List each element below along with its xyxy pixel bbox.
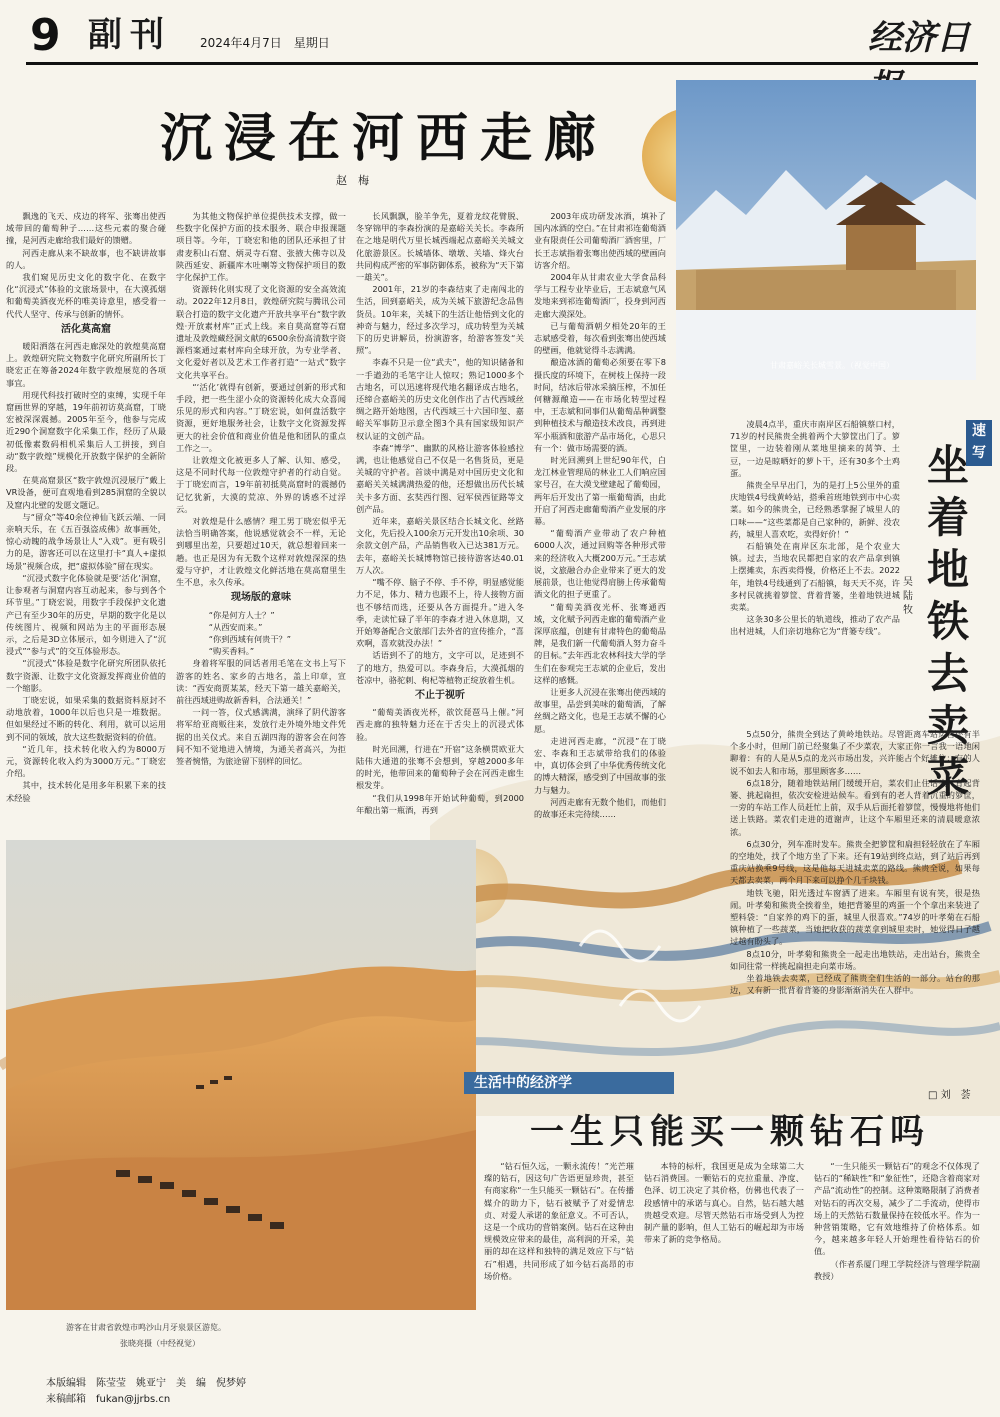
economics-column-1 [484,1160,634,1390]
paragraph: 其中，技术转化是用多年积累下来的技术经验 [6,780,166,803]
paragraph: 河西走廊从来不缺故事，也不缺讲故事的人。 [6,247,166,270]
paragraph: 话语到不了的地方，文字可以，足迹到不了的地方，热爱可以。李森身后，大漠孤烟的苍凉中，骆驼刺、枸杞等植物正绽放着生机。 [356,650,524,685]
paragraph: 近年来，嘉峪关景区结合长城文化、丝路文化，先后投入100余万元开发出10余项、30余款文创产品，产品销售收入已达381万元。去年，嘉峪关长城博物馆已接待游客达40.01万人次。 [356,516,524,575]
paragraph: 这条30多公里长的轨道线，推动了农产品出村进城，人们亲切地称它为“背篓专线”。 [730,614,900,637]
paragraph: 凌晨4点半，重庆市南岸区石船镇蔡口村，71岁的村民熊贵全挑着两个大箩筐出门了。箩筐里，一边装着刚从菜地里摘来的莴笋、土豆，一边是晾晒好的萝卜干，还有30多个土鸡蛋。 [730,419,900,478]
feature-title: 沉浸在河西走廊 [160,108,609,169]
paragraph: 5点50分，熊贵全到达了黄岭地铁站。尽管距离车站运营还有半个多小时，但闸门前已经聚集了不少菜农，大家正你一言我一语地闲聊着：有的人是从5点的龙兴市场出发，兴许能占个好摊位；有的人说不如去人和市场，那里顾客多…… [730,729,980,776]
paragraph: 2001年，21岁的李森结束了走南闯北的生活，回到嘉峪关，成为关城下旅游纪念品售货员。10年来，关城下的生活让他悟到文化的神奇与魅力，经过多次学习，成功转型为关城下的历史讲解员，扮演游客，给游客签发“关照”。 [356,284,524,356]
paragraph: 石船镇处在南岸区东北部，是个农业大镇。过去，当地农民都把自家的农产品拿到镇上摆摊卖，东西卖得慢，价格还上不去。2022年，地铁4号线通到了石船镇，每天天不亮，许多村民就挑着箩筐、背着背篓，坐着地铁进城卖菜。 [730,541,900,613]
paragraph: “葡萄美酒夜光杯，欲饮琵琶马上催。”河西走廊的独特魅力还在于舌尖上的沉浸式体验。 [356,707,524,742]
page-footer [46,1376,446,1408]
subheading: 活化莫高窟 [61,323,111,335]
paragraph: 对敦煌是什么感情？理工男丁晓宏似乎无法恰当明确答案，他说感觉就会不一样，无论到哪里出差，只要超过10天，就总想着回来一趟。也正是因为有无数个这样对敦煌深深的热爱与守护，才让敦煌文化鲜活地在莫高窟里生生不息，永久传承。 [176,516,346,588]
paragraph: 李森不只是一位“武夫”，他的知识储备和一手遒劲的毛笔字让人惊叹；熟记1000多个古地名，可以迅速将现代地名翻译成古地名，还缔合嘉峪关的历史文化创作出了古代西域丝绸之路开始地图，古代西域三十六国印玺、嘉峪关军事防卫示意全图3个具有国家级知识产权认证的文创产品。 [356,357,524,441]
desert-photo-credit: 张晓亮摄（中经视觉） [120,1339,200,1348]
submission-email: 来稿邮箱 fukan@jjrbs.cn [46,1394,171,1405]
desert-camel-image [6,840,476,1310]
paragraph: “嘴不停、脑子不停、手不停，明显感觉能力不足，体力、精力也跟不上，待人接物方面也不够结而选，还要从各方面提升。”进入冬季，走读忙碌了半年的李森才进入休息期，又开始筹备配合文旅部门去外省的宣传推介，“喜欢啊，喜欢就没办法！” [356,577,525,649]
economics-author: □ 刘 荟 [928,1090,971,1101]
paragraph: 6点18分，随着地铁站闸门缓缓开启，菜农们止住话头，背起背篓、挑起扁担，依次安检进站候车。看到有的老人背着沉重的箩筐，一旁的车站工作人员赶忙上前，双手从后面托着箩筐，慢慢地将他们送上铁路。菜农们走进的道谢声，让这个车厢里还来的清晨暖意浓浓。 [730,777,980,837]
paragraph: 资源转化则实现了文化资源的安全高效流动。2022年12月8日，敦煌研究院与腾讯公司联合打造的数字文化遗产开放共享平台“数字敦煌·开放素材库”正式上线。来自莫高窟等石窟遗址及敦煌藏经洞文献的6500余份高清数字资源档案通过素材库向全球开放，为专业学者、文化爱好者以及艺术工作者打造“一站式”数字文化共享平台。 [176,284,346,380]
jiayuguan-image [676,80,976,380]
dialogue-line: “从西安而来。” [208,621,263,632]
paragraph: 一问一答，仪式感满满，演绎了阴代游客将军给亚商贩往来，发放行走外境外地文件凭据的出关仪式。来自五湖四海的游客会在问答间不知不觉地进入情境，为通关者高兴，为拒签者惋惜，为旅途留下别样的回忆。 [176,707,346,766]
jiayuguan-photo [676,80,976,380]
economics-title: 一生只能买一颗钻石吗 [530,1112,930,1152]
paragraph: 熊贵全早早出门，为的是打上5公里外的重庆地铁4号线黄岭站，搭乘首班地铁到市中心卖菜。如今的熊贵全，已经熟悉掌握了城里人的口味——“这些菜都是自己家种的，新鲜、没农药，城里人喜欢吃，卖得好价！” [730,480,900,539]
sidebar-column-2 [730,728,980,1058]
paragraph: 6点30分，列车准时发车。熊贵全把箩筐和扁担轻轻放在了车厢的空地处，找了个地方坐了下来。还有19站到终点站，到了站后再到重庆站换乘9号线，这是他每天进城卖菜的路线。熊贵全说，如果每天都去卖菜，两个月下来可以挣个几千块钱。 [730,838,980,886]
feature-column-4 [534,210,666,819]
dialogue-line: “你到西域有何贵干？” [208,633,291,644]
paragraph: “沉浸式”体验是数字化研究所团队依托数字资源、让数字文化资源发挥商业价值的一个缩影。 [6,658,166,693]
paragraph: 酿造冰酒的葡萄必须要在零下8摄氏度的环境下，在树枝上保持一段时间，结冰后带冰采摘压榨，不加任何糖源酿造——在市场化转型过程中，王志斌和同事们从葡萄品种调整到种植技术与酿造技术改良，再到进军小瓶酒和旅游产品市场化，心思只有一个：做市场需要的酒。 [534,357,666,453]
economics-section-label: 生活中的经济学 [464,1072,674,1094]
paragraph: 让敦煌文化被更多人了解、认知、感受，这是不同时代每一位敦煌守护者的行动自觉。于丁晓宏而言，19年前初抵莫高窟时的震撼仍记忆犹新，大漠的荒凉、外界的诱惑不过浮云。 [176,455,346,514]
sidebar-title: 坐着地铁去卖菜 [926,441,969,802]
page-number: 9 [30,10,61,61]
newspaper-logo: 经济日 [868,18,970,58]
paragraph: “沉浸式数字化体验就是要‘活化’洞窟，让参观者与洞窟内容互动起来，参与到各个环节里。”丁晓宏说，用数字手段保护文化遗产已有至少30年的历史，早期的数字化是以传统图片、视频和网站为主的平面形态展示，之后是3D立体展示，如今则进入了“沉浸式”“参与式”的交互体验形态。 [6,572,166,657]
paragraph: 已与葡萄酒朝夕相处20年的王志斌感受着，每次看到张骞出使西域的壁画，他就觉得斗志满满。 [534,320,666,356]
section-name: 副刊 [88,15,172,55]
dialogue-line: “购买香料。” [208,646,255,657]
jiayuguan-caption: 甘肃嘉峪关长城雪景。（视觉中国） [770,361,894,370]
economics-paragraph: 本特的标杆，我国更是成为全球第二大钻石消费国。一颗钻石的克拉重量、净度、色泽、切工决定了其价格，仿佛也代表了一段感情中的承诺与真心。自然，钻石越大越贵越受欢迎。尽管天然钻石市场受到人为控制产量的影响，但人工钻石的崛起却为市场带来了新的竞争格局。 [644,1161,804,1245]
paragraph: 河西走廊有无数个他们，而他们的故事还未完待续…… [534,796,666,819]
subheading: 不止于视听 [415,689,465,701]
economics-author-note: （作者系厦门理工学院经济与管理学院副教授） [814,1258,980,1281]
paragraph: 2003年成功研发冰酒，填补了国内冰酒的空白。”在甘肃祁连葡萄酒业有限责任公司葡萄酒厂酒窖里，厂长王志斌指着张骞出使西域的壁画向访客介绍。 [534,211,666,270]
economics-paragraph: “一生只能买一颗钻石”的观念不仅体现了钻石的“稀缺性”和“象征性”，还隐含着商家对产品“流动性”的控制。这种策略限制了消费者对钻石的再次交易，减少了二手流动，使得市场上的天然钻石数量保持在较低水平。作为一种营销策略，它有效地维持了价格体系。如今，越来越多年轻人开始理性看待钻石的价值。 [814,1161,980,1257]
desert-photo-caption: 游客在甘肃省敦煌市鸣沙山月牙泉景区游览。 [66,1323,226,1332]
paragraph: 用现代科技打破时空的束缚，实现千年窟画世界的穿越，19年前初访莫高窟，丁晓宏被深深震撼。2005年至今，他参与完成近290个洞窟数字化采集工作，经历了从最初低像素数码相机采集后人工拼接，到自动“数字敦煌”规模化开放数字保护的全新阶段。 [6,389,166,474]
paragraph: 坐着地铁去卖菜，已经成了熊贵全们生活的一部分。站台的那边，又有新一批背着背篓的身影渐渐消失在人群中。 [730,973,980,996]
feature-column-3 [356,210,524,850]
economics-column-3 [814,1160,980,1390]
feature-author: 赵 梅 [336,174,369,187]
editor-credits: 本版编辑 陈莹莹 姚亚宁 美 编 倪梦婷 [46,1378,246,1389]
paragraph: 8点10分，叶孝菊和熊贵全一起走出地铁站，走出站台，熊贵全如同往常一样挑起扁担走向菜市场。 [730,948,980,971]
paragraph: 我们窥见历史文化的数字化、在数字化“沉浸式”体验的文旅场景中，在大漠孤烟和葡萄美酒夜光杯的唯美诗意里，感受着一代代人坚守、传承与创新的情怀。 [6,272,166,319]
paragraph: 丁晓宏说，如果采集的数据资料原封不动地放着，1000年以后也只是一堆数据。但如果经过不断的转化、利用，就可以运用到不同的领域，放大这些数据资料的价值。 [6,694,166,742]
masthead-rule [26,62,978,65]
paragraph: 暖阳洒落在河西走廊深处的敦煌莫高窟上。敦煌研究院文物数字化研究所副所长丁晓宏正在筹备2024年数字敦煌展览的各项事宜。 [6,341,166,388]
paragraph: 为其他文物保护单位提供技术支撑，做一些数字化保护方面的技术服务、联合申报课题项目等。今年，丁晓宏和他的团队还承担了甘肃麦积山石窟、炳灵寺石窟、张掖大佛寺以及陕西延安、新疆库木吐喇等文物保护项目的数字化保护工作。 [176,211,346,283]
paragraph: 李森“博学”、幽默的风格让游客体验感拉满，也让他感觉自己不仅是一名售货员，更是关城的守护者。首谈中满是对中国历史文化和嘉峪关关城满满热爱的他，还想做出历代长城关卡多方面、玄奘西行图、冠军侯西征路等文创产品。 [356,442,524,514]
paragraph: 身着将军服的同话者用毛笔在文书上写下游客的姓名、家乡的古地名，盖上印章，宣读：“西安商贾某某，经天下第一雄关嘉峪关，前往西域进购故新香料，合法通关！” [176,658,346,705]
paragraph: 走进河西走廊，“沉浸”在丁晓宏、李森和王志斌带给我们的体验中，真切体会到了中华优秀传统文化的博大精深，感受到了中国故事的张力与魅力。 [534,735,666,795]
sidebar-column-1 [730,418,900,728]
issue-date: 2024年4月7日 星期日 [200,36,330,50]
paragraph: “近几年，技术转化收入约为8000万元，资源转化收入约为3000万元。”丁晓宏介绍。 [6,743,166,779]
paragraph: 时光回溯，行进在“开宿”这条横贯欧亚大陆伟大通道的张骞不会想到，穿越2000多年的时光，他带回来的葡萄种子会在河西走廊生根发芽。 [356,743,524,791]
paragraph: “葡萄美酒夜光杯、张骞通西域，文化赋予河西走廊的葡萄酒产业深厚底蕴，创建有甘肃特色的葡萄品牌，是我们新一代葡萄酒人努力奋斗的目标。”去年西北农林科技大学的学生们在参观完王志斌的企业后，发出这样的感慨。 [534,601,666,685]
subheading: 现场版的意味 [231,592,291,604]
paragraph: “‘活化’就得有创新，要通过创新的形式和手段，把一些生涩小众的资源转化成大众喜闻乐见的形式和内容。”丁晓宏说，如何盘活数字资源，更好地服务社会，让数字文化资源发挥更大的社会价值和商业价值是他和团队的重点工作之一。 [176,381,346,453]
desert-camel-photo [6,840,476,1310]
dialogue-line: “你是何方人士？” [208,609,275,620]
paragraph: 2004年从甘肃农业大学食品科学与工程专业毕业后，王志斌意气风发地来到祁连葡萄酒厂，投身到河西走廊大漠深处。 [534,272,666,319]
paragraph: 与“留众”等40余位神仙飞跃云端、一同亲响天乐，在《五百强盗成佛》故事画处，惊心动魄的战争场景让人“入戏”。更有吸引力的是，游客还可以在这里打卡“真人+虚拟场景”视频合成，把“虚拟体验”留在现实。 [6,511,166,571]
paragraph: 让更多人沉浸在张骞出使西域的故事里，品尝到美味的葡萄酒，了解丝绸之路文化，也是王志斌不懈的心愿。 [534,686,666,734]
economics-paragraph: “钻石恒久远，一颗永流传！”光芒璀璨的钻石，因这句广告语更显珍贵，甚至有商家称“一生只能买一颗钻石”。在传播媒介的助力下，钻石被赋予了对爱情忠贞、对爱人承诺的象征意义。不可否认，这是一个成功的营销案例。钻石在这种由规模效应带来的最佳，高利润的开采，美丽的却在这样和独特的满足效应下与“钻石”相遇，共同形成了如今钻石高昂的市场价格。 [484,1161,634,1281]
paragraph: 地铁飞驰，阳光透过车窗洒了进来。车厢里有说有笑，很是热闹。叶孝菊和熊贵全挨着坐，她把背篓里的鸡蛋一个个拿出来装进了塑料袋：“自家养的鸡下的蛋，城里人很喜欢。”74岁的叶孝菊在石船镇种植了一些蔬菜，当她把收获的蔬菜拿到城里卖时，她觉得日子越过越有盼头了。 [730,887,980,947]
paragraph: 飘逸的飞天、戍边的将军、张骞出使西域带回的葡萄种子……这些元素的聚合碰撞，是河西走廊给我们最好的馈赠。 [6,211,166,246]
sidebar-tag: 速写 [966,420,992,466]
paragraph: “我们从1998年开始试种葡萄，到2000年酿出第一瓶酒，再到 [356,792,524,815]
masthead [0,0,1000,64]
paragraph: 时光回溯到上世纪90年代，白龙江林业管理局的林业工人们响应国家号召，在大漠戈壁建起了葡萄园，两年后开发出了第一瓶葡萄酒，由此开启了河西走廊葡萄酒产业发展的序幕。 [534,455,666,527]
sidebar-author: 吴陆牧 [903,577,913,616]
economics-column-2 [644,1160,804,1390]
paragraph: “葡萄酒产业带动了农户种植6000人次，通过回购等各种形式带来的经济收入大概200万元。”王志斌说，文旅融合办企业带来了更大的发展前景，也让他觉得肩膀上传承葡萄酒文化的担子更重了。 [534,528,666,600]
paragraph: 在莫高窟景区“数字敦煌沉浸展厅”戴上VR设备，便可直观地看到285洞窟的全貌以及窟内北壁的发愿文题记。 [6,475,166,510]
feature-column-2 [176,210,346,910]
feature-column-1 [6,210,166,940]
paragraph: 长风飘飘，脸羊争先，夏着龙纹花臂脱、冬穿锦甲的李森扮演的是嘉峪关关长。李森所在之地是明代万里长城西端起点嘉峪关关城文化旅游景区。长城墙体、墩墩、关墙、烽火台共同构成严密的军事防御体系，被称为“天下第一雄关”。 [356,211,524,283]
